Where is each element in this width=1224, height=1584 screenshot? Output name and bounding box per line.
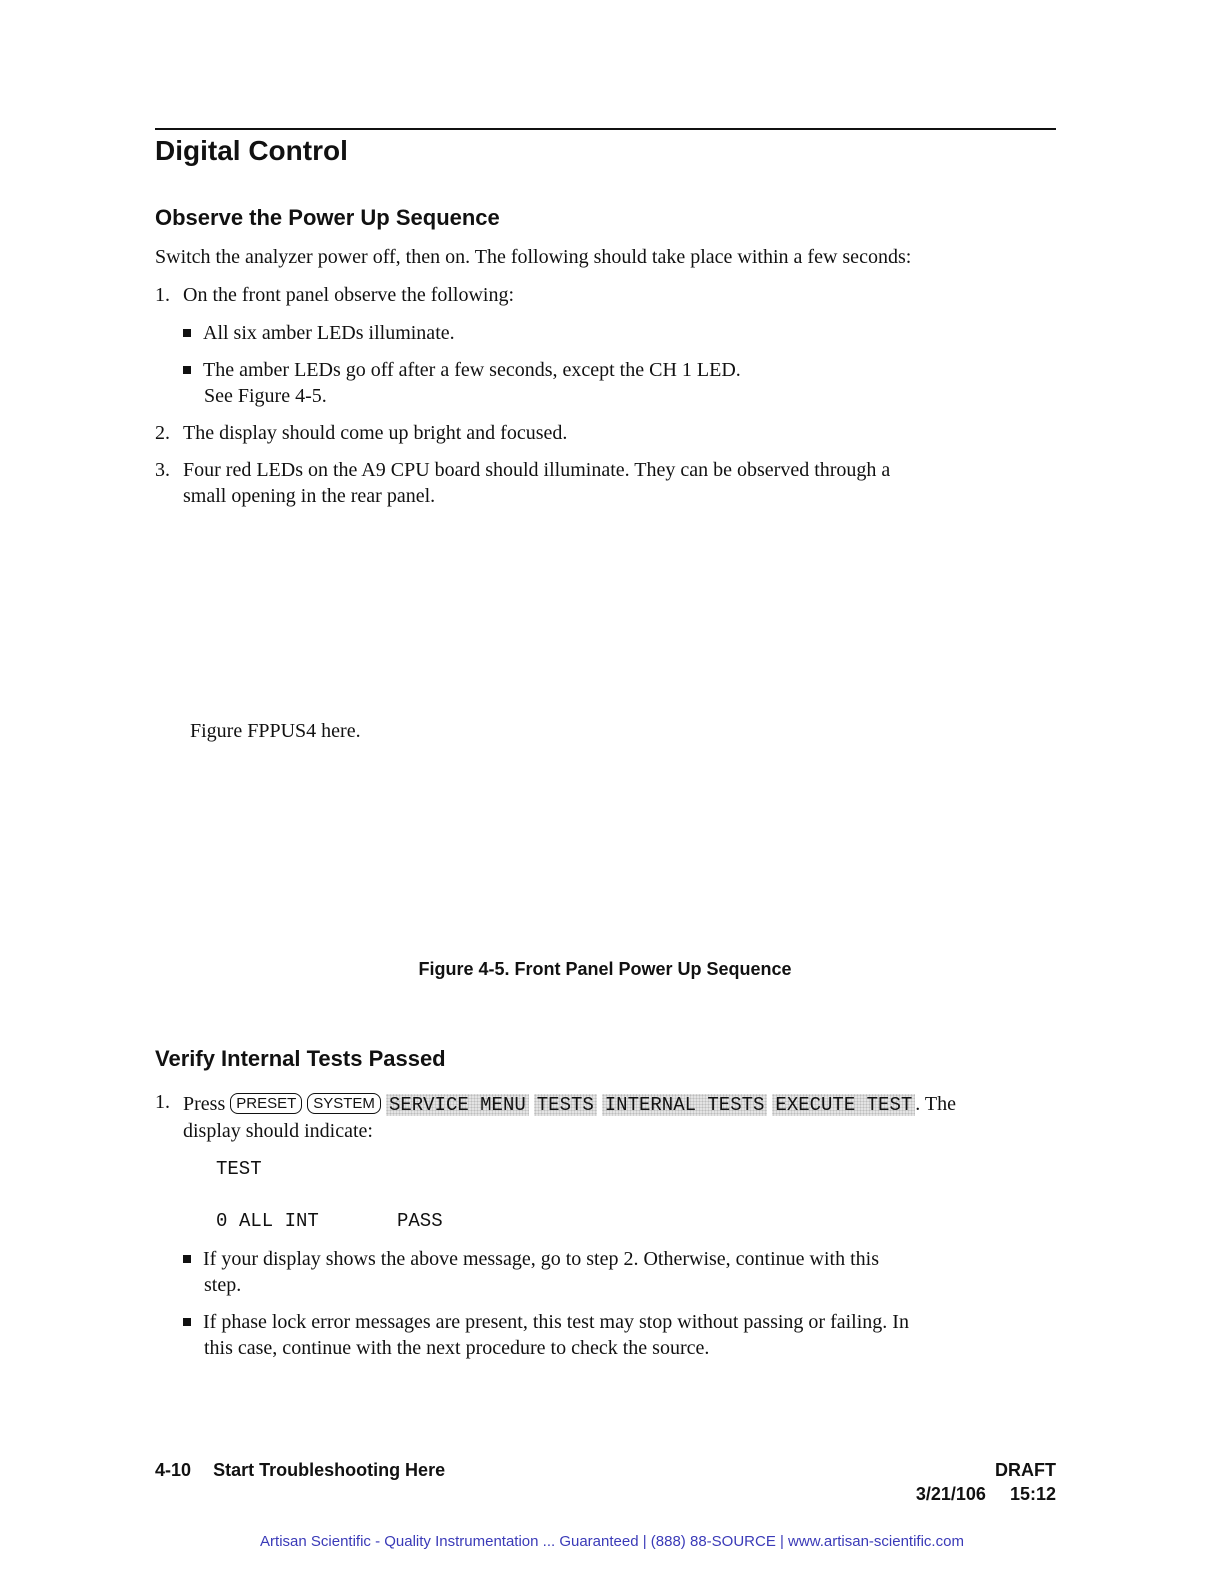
power-up-step-3 [155, 458, 1055, 510]
test-result: PASS [397, 1210, 443, 1232]
power-up-bullet-2-line-2: See Figure 4-5. [204, 385, 327, 407]
section-title: Digital Control [155, 135, 348, 166]
test-number: 0 [216, 1210, 228, 1232]
bullet-text: The amber LEDs go off after a few seconds, except the CH 1 LED. [203, 359, 741, 381]
bullet-text: If your display shows the above message, go to step 2. Otherwise, continue with this [203, 1248, 879, 1270]
preset-key: PRESET [230, 1093, 302, 1114]
step-text: The display should come up bright and focused. [183, 422, 568, 444]
step-number: 3. [155, 459, 170, 481]
figure-placeholder: Figure FPPUS4 here. [190, 720, 361, 742]
service-menu-softkey: SERVICE MENU [386, 1094, 529, 1116]
bullet-text: All six amber LEDs illuminate. [203, 322, 455, 344]
internal-tests-key-sequence [183, 1092, 956, 1117]
step-number: 2. [155, 422, 170, 444]
bullet-text: If phase lock error messages are present, this test may stop without passing or failing. In [203, 1311, 909, 1333]
internal-tests-step-1-number: 1. [155, 1091, 170, 1113]
power-up-bullet-2 [183, 358, 741, 383]
execute-test-softkey: EXECUTE TEST [772, 1094, 915, 1116]
test-name: ALL INT [239, 1210, 319, 1232]
footer-left [155, 1459, 445, 1481]
page-number: 4-10 [155, 1460, 192, 1480]
bullet-icon [183, 329, 191, 337]
step-text-line-2: small opening in the rear panel. [183, 485, 436, 507]
internal-tests-bullet-2-line-2: this case, continue with the next procedure to check the source. [204, 1337, 710, 1359]
internal-tests-heading: Verify Internal Tests Passed [155, 1046, 446, 1071]
internal-tests-bullet-1-line-2: step. [204, 1274, 242, 1296]
tests-softkey: TESTS [534, 1094, 597, 1116]
step-text: Four red LEDs on the A9 CPU board should illuminate. They can be observed through a [183, 459, 891, 481]
draft-label: DRAFT [995, 1460, 1056, 1480]
figure-caption: Figure 4-5. Front Panel Power Up Sequence [418, 959, 792, 979]
watermark-link[interactable]: Artisan Scientific - Quality Instrumentation ... Guaranteed | (888) 88-SOURCE | www.artisan-scientific.com [260, 1533, 964, 1550]
power-up-intro: Switch the analyzer power off, then on. The following should take place within a few seconds: [155, 246, 912, 268]
draft-time: 15:12 [1009, 1484, 1056, 1504]
press-label: Press [183, 1093, 226, 1115]
internal-tests-step-1-line-2: display should indicate: [183, 1120, 373, 1142]
after-keys-text: . The [915, 1093, 956, 1115]
bullet-icon [183, 1318, 191, 1326]
internal-tests-bullet-2 [183, 1310, 909, 1335]
bullet-icon [183, 1255, 191, 1263]
internal-tests-bullet-1 [183, 1247, 879, 1272]
system-key: SYSTEM [307, 1093, 381, 1114]
internal-tests-softkey: INTERNAL TESTS [602, 1094, 768, 1116]
draft-date: 3/21/106 [915, 1484, 986, 1504]
step-number: 1. [155, 284, 170, 306]
footer-datetime [916, 1483, 1056, 1505]
chapter-title: Start Troubleshooting Here [213, 1460, 446, 1480]
bullet-icon [183, 366, 191, 374]
power-up-heading: Observe the Power Up Sequence [155, 205, 500, 230]
display-line-1: TEST [216, 1158, 262, 1180]
power-up-bullet-1 [183, 321, 455, 346]
header-rule [155, 128, 1056, 130]
step-text: On the front panel observe the following: [183, 284, 515, 306]
